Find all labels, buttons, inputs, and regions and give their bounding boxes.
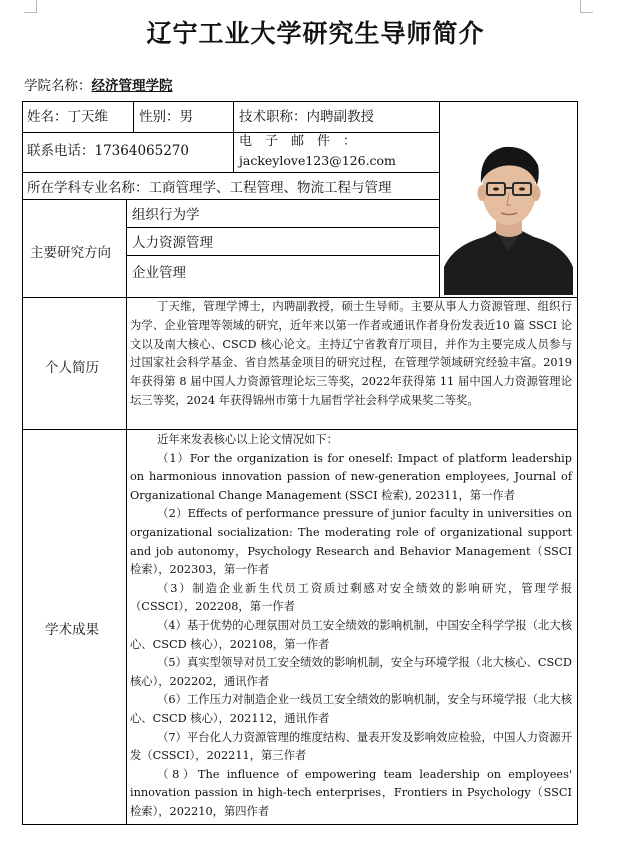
page-corner-mark <box>580 0 593 13</box>
college-label: 学院名称： <box>24 78 92 94</box>
table-border <box>22 101 23 825</box>
bio-label: 个人简历 <box>45 360 99 376</box>
achievement-item: （2）Effects of performance pressure of junior faculty in universities on organizational socialization: The moderating role of organizational support and job autonomy，Psychology Research and Behavior Management（SSCI 检索），202303，第一作者 <box>130 507 572 577</box>
achievement-item: （3）制造企业新生代员工资质过剩感对安全绩效的影响研究，管理学报（CSSCI），202208，第一作者 <box>130 581 572 614</box>
bio-text: 丁天维，管理学博士，内聘副教授，硕士生导师。主要从事人力资源管理、组织行为学、企业管理等领域的研究，近年来以第一作者或通讯作者身份发表近10 篇 SSCI 论文以及南大核心、CSCD 核心论文。主持辽宁省教育厅项目，并作为主要完成人员参与过国家社会科学基金、省自然基金项目的研究过程，在管理学领域研究经验丰富。2019 年获得第 8 届中国人力资源管理论坛三等奖，2022年获得第 11 届中国人力资源管理论坛三等奖，2024 年获得锦州市第十九届哲学社会科学成果奖二等奖。 <box>130 300 572 407</box>
table-border <box>439 101 440 297</box>
table-border <box>133 101 134 132</box>
achievements-label: 学术成果 <box>45 622 99 638</box>
achievement-item: （1）For the organization is for oneself: Impact of platform leadership on harmonious innovation passion of new-generation employees, Journal of Organizational Change Management (SSCI 检索), 202311，第一作者 <box>130 451 572 502</box>
achievements-intro: 近年来发表核心以上论文情况如下： <box>157 433 338 446</box>
achievement-item: （8）The influence of empowering team leadership on employees' innovation passion in high-tech enterprises，Frontiers in Psychology（SSCI 检索），202210，第四作者 <box>130 767 572 818</box>
phone-field: 联系电话：17364065270 <box>27 143 189 159</box>
page-title: 辽宁工业大学研究生导师简介 <box>146 19 485 48</box>
achievement-item: （4）基于优势的心理氛围对员工安全绩效的影响机制，中国安全科学学报（北大核心、CSCD 核心），202108，第一作者 <box>130 618 572 651</box>
college-name: 经济管理学院 <box>91 78 173 94</box>
college-line <box>24 74 173 94</box>
research-item: 企业管理 <box>132 265 186 281</box>
table-border <box>577 101 578 825</box>
table-border <box>22 824 578 825</box>
table-border <box>126 227 439 228</box>
portrait-image <box>444 127 573 295</box>
profile-table <box>22 101 578 825</box>
research-label: 主要研究方向 <box>30 245 111 261</box>
table-border <box>22 429 578 430</box>
email-label: 电 子 邮 件 ： <box>239 134 357 149</box>
discipline-field: 所在学科专业名称：工商管理学、工程管理、物流工程与管理 <box>27 180 392 196</box>
job-title-field: 技术职称：内聘副教授 <box>239 109 374 125</box>
table-border <box>22 132 439 133</box>
table-border <box>22 172 439 173</box>
name-field: 姓名：丁天维 <box>27 109 108 125</box>
achievements-block <box>130 431 572 821</box>
research-item: 人力资源管理 <box>132 235 213 251</box>
table-border <box>126 255 439 256</box>
page-corner-mark <box>24 0 37 13</box>
email-link[interactable]: jackeylove123@126.com <box>239 153 396 168</box>
achievement-item: （5）真实型领导对员工安全绩效的影响机制，安全与环境学报（北大核心、CSCD 核心），202202，通讯作者 <box>130 656 572 688</box>
table-border <box>22 199 439 200</box>
table-border <box>126 199 127 824</box>
achievement-item: （6）工作压力对制造企业一线员工安全绩效的影响机制，安全与环境学报（北大核心、CSCD 核心），202112，通讯作者 <box>130 693 572 725</box>
table-border <box>22 101 578 102</box>
research-item: 组织行为学 <box>132 207 200 223</box>
gender-field: 性别：男 <box>139 109 193 125</box>
portrait-photo <box>444 127 573 295</box>
bio-text-block <box>130 298 572 411</box>
table-border <box>233 101 234 172</box>
achievement-item: （7）平台化人力资源管理的维度结构、量表开发及影响效应检验，中国人力资源开发（CSSCI），202211，第三作者 <box>130 730 572 763</box>
